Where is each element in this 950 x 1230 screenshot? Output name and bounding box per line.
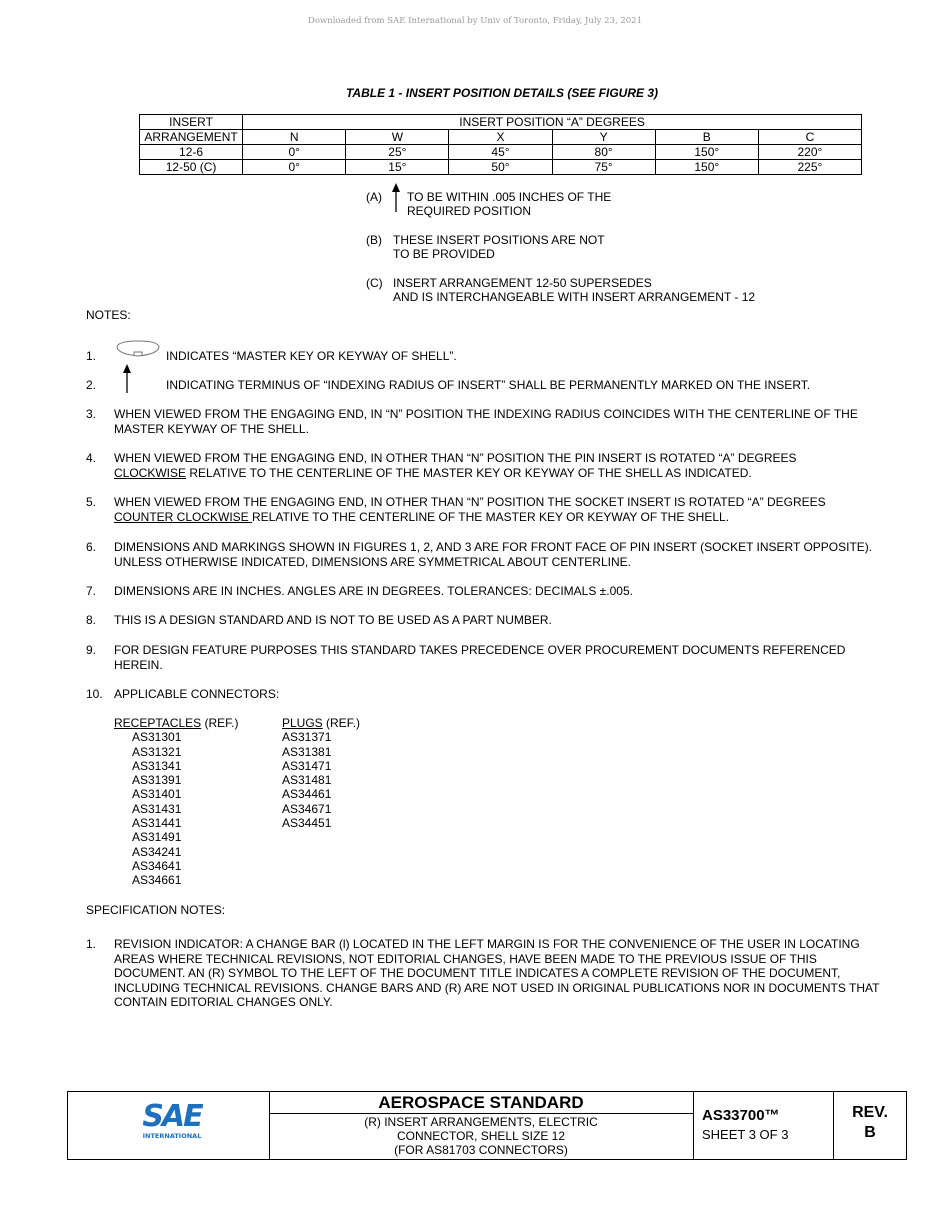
list-item: AS34241 xyxy=(132,844,182,859)
note-text: INDICATING TERMINUS OF “INDEXING RADIUS OF INSERT” SHALL BE PERMANENTLY MARKED ON THE INSERT. xyxy=(166,378,811,392)
document-number-cell xyxy=(693,1092,834,1159)
note-number: 10. xyxy=(86,687,103,701)
rev-label: REV. xyxy=(852,1104,888,1121)
logo-cell xyxy=(68,1092,270,1159)
document-number: AS33700™ xyxy=(702,1107,780,1124)
legend-tag: (B) xyxy=(366,233,382,247)
table-cell: 12-6 xyxy=(140,145,243,160)
note-number: 1. xyxy=(86,349,97,363)
revision-cell xyxy=(834,1092,906,1159)
col-header: X xyxy=(449,130,552,145)
note-text: APPLICABLE CONNECTORS: xyxy=(114,687,280,701)
list-item: AS31481 xyxy=(282,773,332,788)
table-cell: 220° xyxy=(758,145,861,160)
legend-text: TO BE PROVIDED xyxy=(393,247,495,261)
document-title: (R) INSERT ARRANGEMENTS, ELECTRIC CONNECTOR, SHELL SIZE 12 (FOR AS81703 CONNECTORS) xyxy=(364,1115,598,1157)
receptacles-heading: RECEPTACLES (REF.) xyxy=(114,716,239,730)
table-cell: 0° xyxy=(243,160,346,175)
legend-tag: (A) xyxy=(366,190,382,204)
note-text: FOR DESIGN FEATURE PURPOSES THIS STANDARD TAKES PRECEDENCE OVER PROCUREMENT DOCUMENTS REFERENCED HEREIN. xyxy=(114,643,846,672)
list-item: AS34451 xyxy=(282,816,332,831)
note-number: 4. xyxy=(86,451,97,465)
standard-type: AEROSPACE STANDARD xyxy=(269,1092,693,1114)
table-title: TABLE 1 - INSERT POSITION DETAILS (SEE FIGURE 3) xyxy=(345,86,659,100)
position-header: INSERT POSITION “A” DEGREES xyxy=(243,115,862,130)
spec-note-text: REVISION INDICATOR: A CHANGE BAR (l) LOCATED IN THE LEFT MARGIN IS FOR THE CONVENIENCE OF THE USER IN LOCATING AREAS WHERE TECHNICAL REVISIONS, NOT EDITORIAL CHANGES, HAVE BEEN MADE TO THE PREVIOUS ISSUE OF THIS DOCUMENT. AN (R) SYMBOL TO THE LEFT OF THE DOCUMENT TITLE INDICATES A COMPLETE REVISION OF THE DOCUMENT, INCLUDING TECHNICAL REVISIONS. CHANGE BARS AND (R) ARE NOT USED IN ORIGINAL PUBLICATIONS NOR IN DOCUMENTS THAT CONTAIN EDITORIAL CHANGES ONLY. xyxy=(114,937,880,1009)
table-cell: 25° xyxy=(346,145,449,160)
note-number: 3. xyxy=(86,407,97,421)
table-cell: 15° xyxy=(346,160,449,175)
list-item: AS31401 xyxy=(132,787,182,802)
table-cell: 0° xyxy=(243,145,346,160)
table-cell: 150° xyxy=(655,160,758,175)
legend-text: AND IS INTERCHANGEABLE WITH INSERT ARRANGEMENT - 12 xyxy=(393,290,756,304)
sheet-number: SHEET 3 OF 3 xyxy=(702,1127,789,1142)
note-number: 8. xyxy=(86,613,97,627)
spec-notes-heading: SPECIFICATION NOTES: xyxy=(86,903,226,917)
table-cell: 80° xyxy=(552,145,655,160)
note-number: 9. xyxy=(86,643,97,657)
sae-logo xyxy=(138,1099,206,1141)
legend-tag: (C) xyxy=(366,276,383,290)
notes-heading: NOTES: xyxy=(86,308,131,322)
plugs-heading: PLUGS (REF.) xyxy=(282,716,361,730)
list-item: AS34641 xyxy=(132,858,182,873)
list-item: AS31441 xyxy=(132,816,182,831)
legend-text: TO BE WITHIN .005 INCHES OF THE xyxy=(407,190,612,204)
note-text: WHEN VIEWED FROM THE ENGAGING END, IN OTHER THAN “N” POSITION THE SOCKET INSERT IS ROTATED “A” DEGREES COUNTER CLOCKWISE RELATIVE TO THE CENTERLINE OF THE MASTER KEY OR KEYWAY OF THE SHELL. xyxy=(114,495,826,524)
note-number: 7. xyxy=(86,584,97,598)
list-item: AS31371 xyxy=(282,730,332,745)
note-text: DIMENSIONS ARE IN INCHES. ANGLES ARE IN DEGREES. TOLERANCES: DECIMALS ±.005. xyxy=(114,584,633,598)
table-cell: 50° xyxy=(449,160,552,175)
logo-subtext: INTERNATIONAL xyxy=(142,1132,202,1140)
up-arrow-icon xyxy=(390,183,402,213)
rev-value: B xyxy=(864,1124,876,1141)
col-header: B xyxy=(655,130,758,145)
note-text: WHEN VIEWED FROM THE ENGAGING END, IN OTHER THAN “N” POSITION THE PIN INSERT IS ROTATED “A” DEGREES CLOCKWISE RELATIVE TO THE CENTERLINE OF THE MASTER KEY OR KEYWAY OF THE SHELL AS INDICATED. xyxy=(114,451,797,480)
note-number: 5. xyxy=(86,495,97,509)
col-header: W xyxy=(346,130,449,145)
receptacles-list xyxy=(114,716,238,888)
table-cell: 150° xyxy=(655,145,758,160)
list-item: AS31301 xyxy=(132,730,182,745)
note-text: INDICATES “MASTER KEY OR KEYWAY OF SHELL”. xyxy=(166,349,457,363)
list-item: AS31321 xyxy=(132,744,182,759)
arrangement-header-2: ARRANGEMENT xyxy=(140,130,243,145)
col-header: Y xyxy=(552,130,655,145)
table-row xyxy=(140,160,862,175)
note-number: 1. xyxy=(86,937,97,951)
note-text: THIS IS A DESIGN STANDARD AND IS NOT TO BE USED AS A PART NUMBER. xyxy=(114,613,552,627)
insert-position-table xyxy=(139,114,862,175)
title-cell xyxy=(269,1092,694,1159)
list-item: AS34671 xyxy=(282,801,332,816)
list-item: AS31341 xyxy=(132,758,182,773)
arrangement-header: INSERT xyxy=(140,115,243,130)
legend-text: REQUIRED POSITION xyxy=(407,204,532,218)
table-cell: 75° xyxy=(552,160,655,175)
indexing-arrow-icon xyxy=(121,364,133,394)
title-block xyxy=(67,1091,907,1160)
legend-text: THESE INSERT POSITIONS ARE NOT xyxy=(393,233,605,247)
list-item: AS31491 xyxy=(132,830,182,845)
note-text: DIMENSIONS AND MARKINGS SHOWN IN FIGURES 1, 2, AND 3 ARE FOR FRONT FACE OF PIN INSERT (SOCKET INSERT OPPOSITE). UNLESS OTHERWISE INDICATED, DIMENSIONS ARE SYMMETRICAL ABOUT CENTERLINE. xyxy=(114,540,873,569)
list-item: AS34461 xyxy=(282,787,332,802)
master-key-icon xyxy=(114,339,162,359)
list-item: AS31471 xyxy=(282,758,332,773)
table-cell: 12-50 (C) xyxy=(140,160,243,175)
note-text: WHEN VIEWED FROM THE ENGAGING END, IN “N” POSITION THE INDEXING RADIUS COINCIDES WITH THE CENTERLINE OF THE MASTER KEYWAY OF THE SHELL. xyxy=(114,407,858,436)
note-number: 6. xyxy=(86,540,97,554)
list-item: AS31381 xyxy=(282,744,332,759)
download-watermark: Downloaded from SAE International by Univ of Toronto, Friday, July 23, 2021 xyxy=(308,16,642,26)
list-item: AS31431 xyxy=(132,801,182,816)
note-number: 2. xyxy=(86,378,97,392)
legend-text: INSERT ARRANGEMENT 12-50 SUPERSEDES xyxy=(393,276,652,290)
list-item: AS31391 xyxy=(132,773,182,788)
logo-text: SAE xyxy=(142,1099,202,1134)
list-item: AS34661 xyxy=(132,873,182,888)
table-cell: 225° xyxy=(758,160,861,175)
table-cell: 45° xyxy=(449,145,552,160)
plugs-list xyxy=(282,716,360,830)
col-header: C xyxy=(758,130,861,145)
table-row xyxy=(140,145,862,160)
col-header: N xyxy=(243,130,346,145)
